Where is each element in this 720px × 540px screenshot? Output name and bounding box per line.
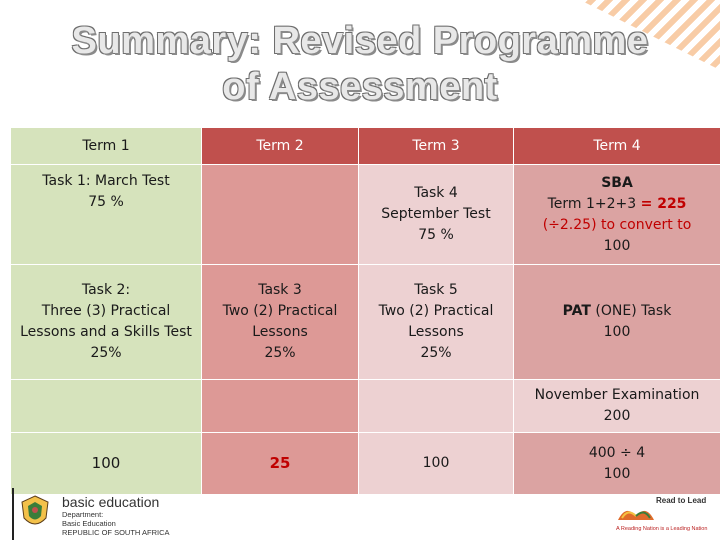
cell-pat	[514, 265, 720, 380]
task-5-line-2: Two (2) Practical	[378, 303, 494, 319]
cell-task-2	[11, 265, 202, 380]
cell-task-5	[359, 265, 514, 380]
sba-total: 100	[603, 237, 631, 254]
task-2-line-2: Three (3) Practical	[41, 303, 171, 319]
title-line-1: Summary: Revised Programme	[71, 20, 649, 62]
task-2-line-3: Lessons and a Skills Test	[20, 324, 192, 340]
header-term-4: Term 4	[514, 128, 720, 165]
cell-november-exam	[514, 380, 720, 433]
task-3-line-3: Lessons	[252, 324, 308, 340]
task-4-label: Task 4	[414, 185, 458, 201]
total-term-4-value: 100	[603, 465, 631, 482]
cell-task-3	[202, 265, 359, 380]
total-term-2: 25	[202, 433, 359, 495]
pat-total: 100	[603, 324, 631, 340]
slide-title	[0, 18, 720, 110]
sba-formula-terms: Term 1+2+3	[547, 195, 637, 212]
read-to-lead-text: Read to Lead	[656, 496, 707, 505]
header-term-2: Term 2	[202, 128, 359, 165]
coat-of-arms-icon	[18, 494, 52, 532]
task-1-weight: 75 %	[88, 194, 124, 210]
cell-term-2-empty	[202, 165, 359, 265]
cell-term-2-blank	[202, 380, 359, 433]
logo-sub-1: Department:	[62, 510, 104, 519]
table-row	[11, 380, 720, 433]
sba-label: SBA	[601, 174, 633, 191]
logo-brand: basic education	[62, 494, 160, 510]
department-logo	[12, 488, 214, 540]
table-header-row	[11, 128, 720, 165]
header-term-1: Term 1	[11, 128, 202, 165]
read-to-lead-logo	[614, 492, 714, 538]
total-term-4-formula: 400 ÷ 4	[588, 444, 646, 461]
task-5-line-3: Lessons	[408, 324, 464, 340]
total-term-1: 100	[11, 433, 202, 495]
cell-sba	[514, 165, 720, 265]
department-logo-text	[62, 494, 170, 537]
task-5-label: Task 5	[414, 282, 458, 298]
task-1-label: Task 1: March Test	[42, 173, 170, 189]
table-row	[11, 165, 720, 265]
cell-term-1-blank	[11, 380, 202, 433]
task-3-weight: 25%	[264, 345, 296, 361]
task-3-line-2: Two (2) Practical	[222, 303, 338, 319]
assessment-table	[10, 127, 720, 495]
title-line-2: of Assessment	[222, 66, 498, 108]
pat-label: PAT	[562, 303, 591, 319]
cell-term-3-blank	[359, 380, 514, 433]
total-term-3: 100	[359, 433, 514, 495]
sba-formula	[518, 194, 716, 215]
exam-marks: 200	[603, 408, 631, 424]
task-3-label: Task 3	[258, 282, 302, 298]
task-5-weight: 25%	[420, 345, 452, 361]
task-4-weight: 75 %	[418, 227, 454, 243]
table-row	[11, 265, 720, 380]
task-2-weight: 25%	[90, 345, 122, 361]
cell-task-4	[359, 165, 514, 265]
task-4-name: September Test	[381, 206, 491, 222]
table-totals-row	[11, 433, 720, 495]
cell-task-1	[11, 165, 202, 265]
sba-convert: (÷2.25) to convert to	[542, 216, 692, 233]
open-book-icon	[616, 494, 656, 524]
pat-task: (ONE) Task	[595, 303, 672, 319]
header-term-3: Term 3	[359, 128, 514, 165]
total-term-4	[514, 433, 720, 495]
pat-line	[518, 301, 716, 322]
task-2-label: Task 2:	[81, 282, 131, 298]
logo-sub-2: Basic Education	[62, 519, 116, 528]
read-to-lead-tagline: A Reading Nation is a Leading Nation	[616, 526, 708, 532]
exam-label: November Examination	[534, 387, 700, 403]
logo-sub-3: REPUBLIC OF SOUTH AFRICA	[62, 528, 170, 537]
sba-formula-result: = 225	[640, 195, 687, 212]
